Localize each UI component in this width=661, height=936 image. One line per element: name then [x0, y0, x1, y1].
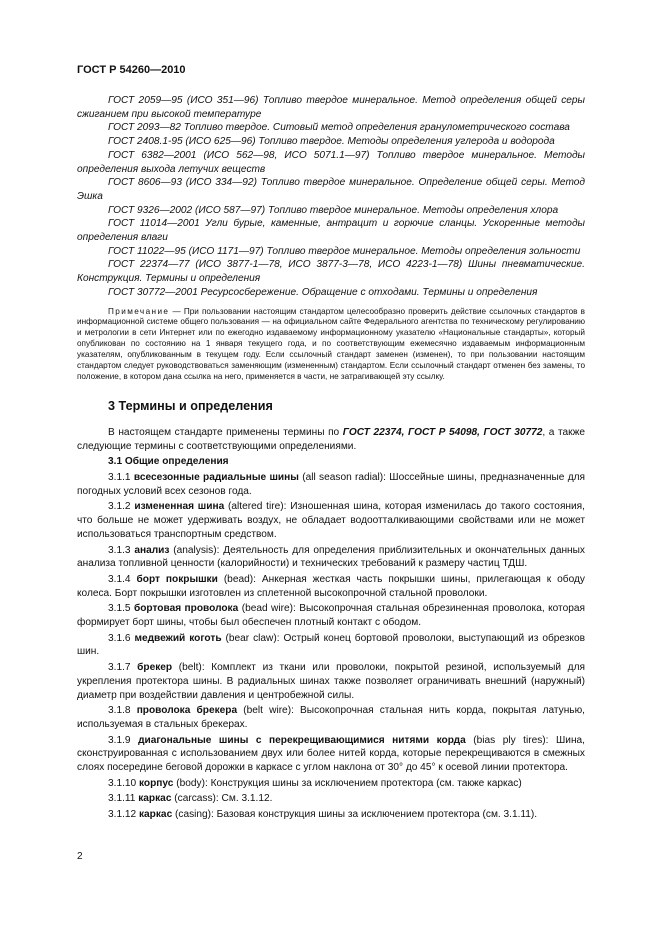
term-name: бортовая проволока	[133, 603, 239, 615]
term-english: (analysis)	[173, 544, 217, 556]
term-english: (belt)	[178, 662, 202, 674]
reference-item: ГОСТ 11014—2001 Угли бурые, каменные, антрацит и горючие сланцы. Ускоренные методы определения влаги	[77, 218, 585, 244]
page-content	[77, 94, 585, 822]
term-definition: : Шина, сконструированная с использованием двух или более нитей корда, которые перекрещиваются в смежных слоях посередине беговой дорожки в каркасе с углом наклона от 30° до 45° к осевой линии протектора.	[77, 734, 585, 774]
term-english: (bead)	[223, 573, 254, 585]
term-entry	[77, 792, 585, 806]
page-number: 2	[77, 851, 83, 862]
intro-references: ГОСТ 22374, ГОСТ Р 54098, ГОСТ 30772	[342, 426, 543, 438]
term-entry	[77, 704, 585, 731]
section-intro: В настоящем стандарте применены термины по ГОСТ 22374, ГОСТ Р 54098, ГОСТ 30772, а также следующие термины с соответствующими определениями.	[77, 426, 585, 452]
term-english: (body)	[176, 777, 205, 789]
term-definition: : Острый конец бортовой проволоки, выступающий из обрезков шин.	[77, 632, 585, 658]
term-definition: : Анкерная жесткая часть покрышки шины, прилегающая к ободу колеса. Борт покрышки изготовлен из сплетенной высокопрочной стальной проволоки.	[77, 573, 585, 599]
term-english: (bead wire)	[241, 603, 293, 615]
reference-note	[77, 307, 585, 383]
term-name: каркас	[138, 793, 172, 805]
term-english: (casing)	[175, 809, 212, 821]
term-number: 3.1.7	[108, 662, 131, 674]
term-name: борт покрышки	[136, 573, 218, 585]
term-number: 3.1.12	[108, 809, 137, 821]
term-entry	[77, 661, 585, 702]
document-code-header: ГОСТ Р 54260—2010	[77, 64, 186, 76]
term-name: проволока брекера	[136, 705, 238, 717]
term-entry	[77, 808, 585, 822]
term-number: 3.1.3	[108, 544, 131, 556]
note-text: — При пользовании настоящим стандартом целесообразно проверить действие ссылочных стандартов в информационной системе общего пользования — на официальном сайте Федерального агентства по техническому регулированию и метрологии в сети Интернет или по ежегодно издаваемому информационному указателю «Национальные стандарты», который опубликован по состоянию на 1 января текущего года, и по соответствующим ежемесячно издаваемым информационным указателям, опубликованным в текущем году. Если ссылочный стандарт заменен (изменен), то при пользовании настоящим стандартом следует руководствоваться заменяющим (измененным) стандартом. Если ссылочный стандарт отменен без замены, то положение, в котором дана ссылка на него, применяется в части, не затрагивающей эту ссылку.	[77, 306, 585, 381]
reference-item: ГОСТ 22374—77 (ИСО 3877-1—78, ИСО 3877-3—78, ИСО 4223-1—78) Шины пневматические. Конструкция. Термины и определения	[77, 259, 585, 285]
term-entry	[77, 500, 585, 541]
reference-item: ГОСТ 2059—95 (ИСО 351—96) Топливо твердое минеральное. Метод определения общей серы сжиганием при высокой температуре	[77, 95, 585, 120]
term-entry	[77, 632, 585, 659]
term-english: (bias ply tires)	[473, 734, 546, 746]
term-definition: : Деятельность для определения приблизительных и окончательных данных анализа топливной ценности (калорийности) и технических требований к размеру частиц ТДШ.	[77, 544, 585, 570]
term-definition: : Базовая конструкция шины за исключением протектора (см. 3.1.11).	[211, 809, 538, 821]
term-number: 3.1.1	[108, 472, 131, 483]
term-number: 3.1.11	[108, 793, 136, 805]
term-number: 3.1.4	[108, 573, 131, 585]
reference-item: ГОСТ 2093—82 Топливо твердое. Ситовый метод определения гранулометрического состава	[108, 122, 570, 134]
term-english: (bear claw)	[225, 632, 277, 644]
term-name: анализ	[134, 544, 170, 556]
term-entry	[77, 544, 585, 571]
term-definition: : См. 3.1.12.	[215, 793, 273, 805]
term-definition: : Изношенная шина, которая изменилась до такого состояния, что больше не может удерживать воздух, не обладает водоотталкивающими свойствами или не может использоваться транспортным средством.	[77, 501, 585, 540]
term-name: диагональные шины с перекрещивающимися нитями корда	[138, 734, 466, 746]
term-definition: : Высокопрочная стальная нить корда, покрытая латунью, используемая в стальных брекерах.	[77, 705, 585, 730]
term-number: 3.1.9	[108, 734, 131, 746]
term-definition: : Высокопрочная стальная обрезиненная проволока, которая формирует борт шины, чтобы был обеспечен плотный контакт с ободом.	[77, 603, 585, 629]
reference-item: ГОСТ 2408.1-95 (ИСО 625—96) Топливо твердое. Методы определения углерода и водорода	[108, 136, 555, 148]
term-name: измененная шина	[134, 501, 225, 513]
reference-item: ГОСТ 30772—2001 Ресурсосбережение. Обращение с отходами. Термины и определения	[108, 286, 538, 298]
term-entry	[77, 734, 585, 775]
reference-item: ГОСТ 6382—2001 (ИСО 562—98, ИСО 5071.1—97) Топливо твердое минеральное. Методы определения выхода летучих веществ	[77, 149, 585, 175]
term-entry	[77, 573, 585, 600]
term-name: корпус	[138, 777, 174, 789]
reference-item: ГОСТ 9326—2002 (ИСО 587—97) Топливо твердое минеральное. Методы определения хлора	[108, 204, 559, 216]
section-heading: 3 Термины и определения	[108, 398, 273, 413]
subsection-heading: 3.1 Общие определения	[108, 456, 229, 468]
term-number: 3.1.8	[108, 705, 131, 717]
term-name: брекер	[137, 662, 173, 674]
term-english: (belt wire)	[243, 705, 292, 717]
term-number: 3.1.10	[108, 777, 137, 789]
term-name: каркас	[138, 809, 173, 821]
term-definition: : Конструкция шины за исключением протектора (см. также каркас)	[204, 777, 522, 789]
term-number: 3.1.5	[108, 603, 131, 615]
term-entry	[77, 777, 585, 791]
term-name: медвежий коготь	[134, 632, 222, 644]
term-number: 3.1.6	[108, 632, 131, 644]
note-label: Примечание	[108, 306, 170, 316]
term-english: (all season radial)	[302, 472, 384, 483]
term-definition: : Шоссейные шины, предназначенные для погодных условий всех сезонов года.	[77, 472, 585, 497]
term-english: (altered tire)	[228, 501, 284, 513]
term-entry	[77, 471, 585, 498]
reference-item: ГОСТ 11022—95 (ИСО 1171—97) Топливо твердое минеральное. Методы определения зольности	[108, 245, 581, 257]
reference-item: ГОСТ 8606—93 (ИСО 334—92) Топливо твердое минеральное. Определение общей серы. Метод Эшка	[77, 177, 585, 202]
term-english: (carcass)	[174, 793, 216, 805]
term-entry	[77, 602, 585, 629]
term-name: всесезонные радиальные шины	[133, 472, 299, 483]
term-definition: : Комплект из ткани или проволоки, покрытой резиной, используемый для укрепления протектора шины. В радиальных шинах также позволяет ограничивать внешний (наружный) диаметр при воздействии давления и центробежной силы.	[77, 662, 585, 701]
term-number: 3.1.2	[108, 501, 131, 513]
